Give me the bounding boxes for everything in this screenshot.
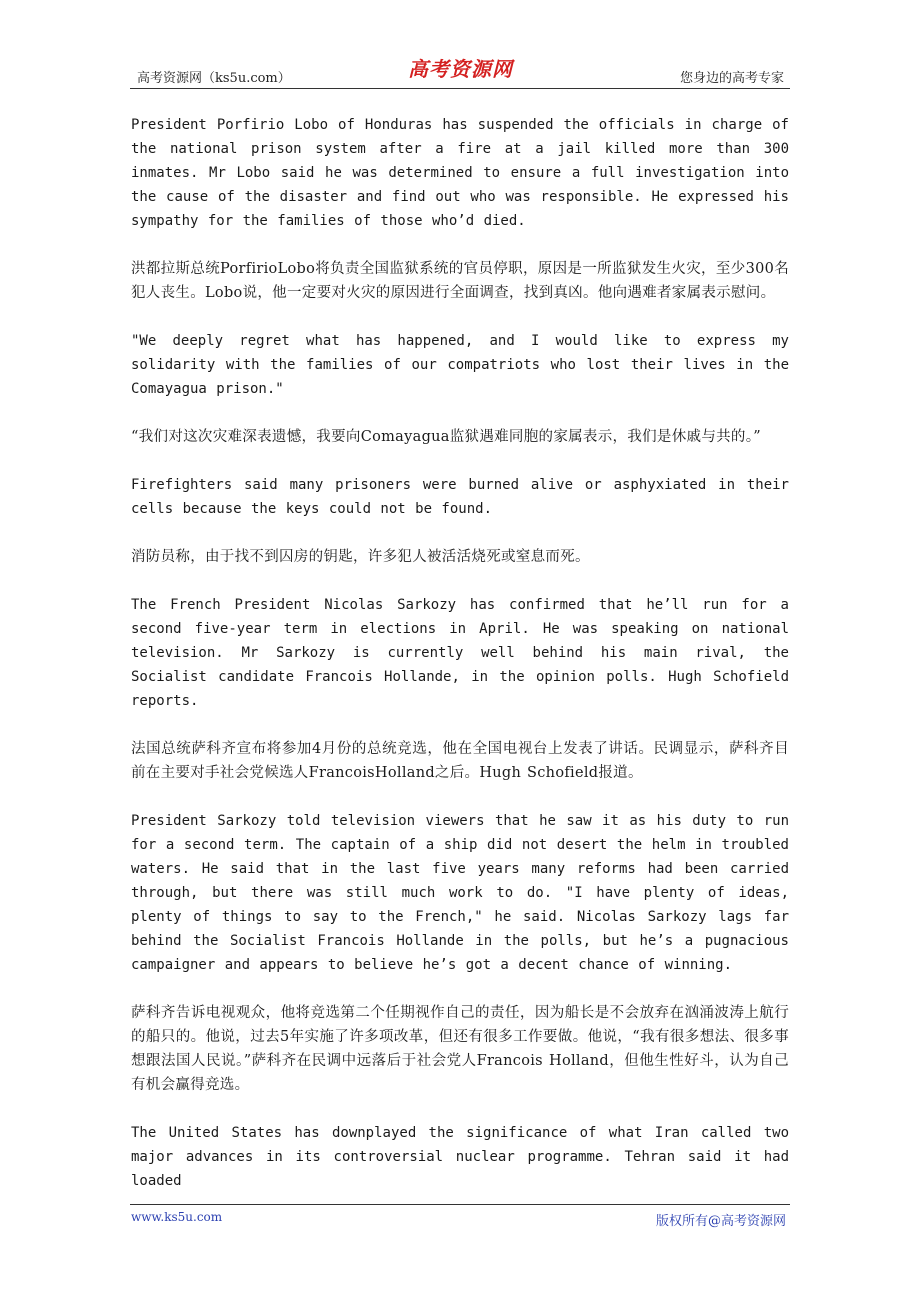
- footer-copyright-link[interactable]: 版权所有@高考资源网: [655, 1214, 786, 1229]
- paragraph-en-firefighters: Firefighters said many prisoners were burned alive or asphyxiated in their cells because the keys could not be found.: [131, 477, 789, 517]
- page-header: [130, 50, 790, 89]
- paragraph-en-iran: The United States has downplayed the significance of what Iran called two major advances in its controversial nuclear programme. Tehran said it had loaded: [131, 1125, 789, 1189]
- header-logo[interactable]: 高考资源网: [408, 57, 513, 81]
- paragraph-zh-sarkozy-tv: 萨科齐告诉电视观众，他将竞选第二个任期视作自己的责任，因为船长是不会放弃在汹涌波涛上航行的船只的。他说，过去5年实施了许多项改革，但还有很多工作要做。他说，“我有很多想法、很多事想跟法国人民说。”萨科齐在民调中远落后于社会党人Francois Holland，但他生性好斗，认为自己有机会赢得竞选。: [131, 1005, 789, 1093]
- footer-url-link[interactable]: www.ks5u.com: [131, 1210, 223, 1224]
- paragraph-en-sarkozy: The French President Nicolas Sarkozy has confirmed that he’ll run for a second five-year term in elections in April. He was speaking on national television. Mr Sarkozy is currently well behind his main rival, the Socialist candidate Francois Hollande, in the opinion polls. Hugh Schofield reports.: [131, 597, 789, 709]
- paragraph-zh-honduras: 洪都拉斯总统PorfirioLobo将负责全国监狱系统的官员停职，原因是一所监狱发生火灾，至少300名犯人丧生。Lobo说，他一定要对火灾的原因进行全面调查，找到真凶。他向遇难者家属表示慰问。: [131, 261, 789, 301]
- paragraph-en-sarkozy-tv: President Sarkozy told television viewers that he saw it as his duty to run for a second term. The captain of a ship did not desert the helm in troubled waters. He said that in the last five years many reforms had been carried through, but there was still much work to do. "I have plenty of ideas, plenty of things to say to the French," he said. Nicolas Sarkozy lags far behind the Socialist Francois Hollande in the polls, but he’s a pugnacious campaigner and appears to believe he’s got a decent chance of winning.: [131, 813, 789, 973]
- paragraph-en-honduras: President Porfirio Lobo of Honduras has suspended the officials in charge of the national prison system after a fire at a jail killed more than 300 inmates. Mr Lobo said he was determined to ensure a full investigation into the cause of the disaster and find out who was responsible. He expressed his sympathy for the families of those who’d died.: [131, 117, 789, 229]
- paragraph-zh-quote: “我们对这次灾难深表遗憾，我要向Comayagua监狱遇难同胞的家属表示，我们是休戚与共的。”: [131, 429, 761, 445]
- page-footer: [130, 1204, 790, 1229]
- header-slogan: 您身边的高考专家: [679, 71, 784, 86]
- paragraph-en-quote: "We deeply regret what has happened, and I would like to express my solidarity with the families of our compatriots who lost their lives in the Comayagua prison.": [131, 333, 789, 397]
- paragraph-zh-sarkozy: 法国总统萨科齐宣布将参加4月份的总统竞选，他在全国电视台上发表了讲话。民调显示，萨科齐目前在主要对手社会党候选人FrancoisHolland之后。Hugh Schofield报道。: [131, 741, 789, 781]
- document-body: [131, 113, 789, 1217]
- header-site-name: 高考资源网（ks5u.com）: [137, 71, 291, 86]
- paragraph-zh-firefighters: 消防员称，由于找不到囚房的钥匙，许多犯人被活活烧死或窒息而死。: [131, 549, 590, 565]
